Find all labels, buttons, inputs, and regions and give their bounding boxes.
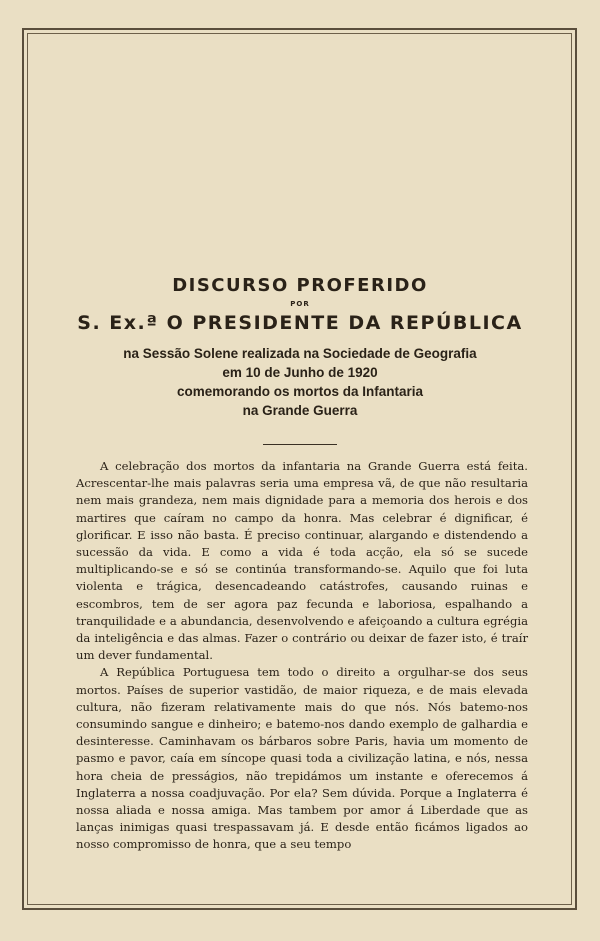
subtitle-line-1: na Sessão Solene realizada na Sociedade de Geografia xyxy=(123,346,477,361)
paragraph-1: A celebração dos mortos da infantaria na Grande Guerra está feita. Acrescentar-lhe mais palavras seria uma empresa vã, de que não resultaria nem mais grandeza, nem mais dignidade para a memoria dos herois e dos martires que caíram no campo da honra. Mas celebrar é dignificar, é glorificar. E isso não basta. É preciso continuar, alargando e distendendo a sucessão da vida. E como a vida é toda acção, ela só se sucede multiplicando-se e só se continúa transformando-se. Aquilo que foi luta violenta e trágica, desencadeando catástrofes, causando ruinas e escombros, tem de ser agora paz fecunda e laboriosa, espalhando a tranquilidade e a abundancia, desenvolvendo e afeiçoando a cultura egrégia da inteligência e das almas. Fazer o contrário ou deixar de fazer isto, é traír um dever fundamental. xyxy=(76,459,528,663)
paragraph-2: A República Portuguesa tem todo o direito a orgulhar-se dos seus mortos. Países de superior vastidão, de maior riqueza, e de mais elevada cultura, não fizeram relativamente mais do que nós. Nós batemo-nos consumindo sangue e dinheiro; e batemo-nos dando exemplo de galhardia e desinteresse. Caminhavam os bárbaros sobre Paris, havia um momento de pasmo e pavor, caía em síncope quasi toda a civilização latina, e nós, nessa hora cheia de presságios, não trepidámos um instante e oferecemos á Inglaterra a nossa coadjuvação. Por ela? Sem dúvida. Porque a Inglaterra é nossa aliada e nossa amiga. Mas tambem por amor á Liberdade que as lanças inimigas quasi trespassavam já. E desde então ficámos ligados ao nosso compromisso de honra, que a seu tempo xyxy=(76,665,528,852)
speech-body xyxy=(76,458,528,854)
header-divider xyxy=(263,444,337,445)
subtitle-line-3: comemorando os mortos da Infantaria xyxy=(176,384,424,399)
speech-title: DISCURSO PROFERIDO xyxy=(172,275,428,296)
president-title: S. Ex.ª O PRESIDENTE DA REPÚBLICA xyxy=(77,312,523,334)
subtitle-line-4: na Grande Guerra xyxy=(242,403,358,418)
speech-header xyxy=(40,270,560,420)
speech-por: POR xyxy=(290,300,310,308)
subtitle-line-2: em 10 de Junho de 1920 xyxy=(222,365,378,380)
